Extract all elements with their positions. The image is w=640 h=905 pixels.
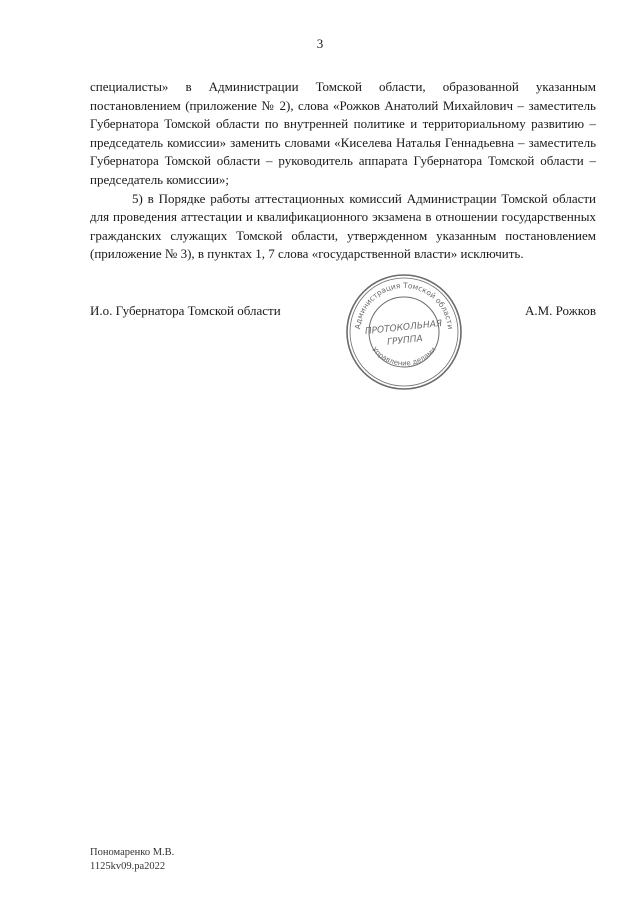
protocol-stamp: [344, 272, 464, 392]
stamp-bottom-text: Управление делами: [370, 345, 438, 368]
stamp-center-line-2: ГРУППА: [386, 334, 424, 348]
signer-name: А.М. Рожков: [524, 303, 596, 318]
stamp-seal-icon: [344, 272, 464, 392]
footer-doc-code: 1125kv09.pa2022: [90, 861, 166, 872]
stamp-outer-text: Администрация Томской области: [353, 280, 455, 330]
signature-block: [90, 303, 596, 321]
page-number: 3: [316, 36, 324, 51]
signer-title: И.о. Губернатора Томской области: [90, 303, 281, 318]
paragraph-continuation: специалисты» в Администрации Томской области, образованной указанным постановлением (приложение № 2), слова «Рожков Анатолий Михайлович – заместитель Губернатора Томской области по внутренней политике и территориальному развитию – председатель комиссии» заменить словами «Киселева Наталья Геннадьевна – заместитель Губернатора Томской области – руководитель аппарата Губернатора Томской области – председатель комиссии»;: [90, 79, 596, 187]
document-body: [90, 78, 596, 264]
document-footer: [90, 846, 174, 874]
paragraph-item-5: 5) в Порядке работы аттестационных комиссий Администрации Томской области для проведения аттестации и квалификационного экзамена в отношении государственных гражданских служащих Томской области, утвержденном указанным постановлением (приложение № 3), в пунктах 1, 7 слова «государственной власти» исключить.: [90, 190, 596, 262]
stamp-center-line-1: ПРОТОКОЛЬНАЯ: [364, 319, 443, 338]
footer-author: Пономаренко М.В.: [90, 847, 175, 858]
